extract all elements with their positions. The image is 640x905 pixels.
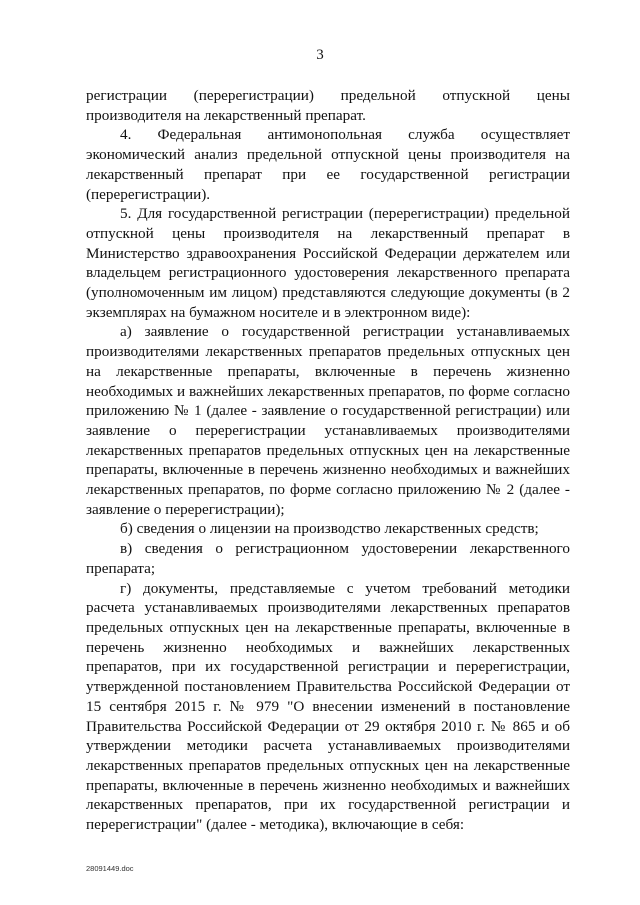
paragraph-item-5a: а) заявление о государственной регистрации устанавливаемых производителями лекарственных препаратов предельных отпускных цен на лекарственные препараты, включенные в перечень жизненно необходимых и важнейших лекарственных препаратов, по форме согласно приложению № 1 (далее - заявление о государственной регистрации) или заявление о перерегистрации устанавливаемых производителями лекарственных препаратов предельных отпускных цен на лекарственные препараты, включенные в перечень жизненно необходимых и важнейших лекарственных препаратов, по форме согласно приложению № 2 (далее - заявление о перерегистрации); bbox=[86, 323, 570, 518]
paragraph-item-5: 5. Для государственной регистрации (перерегистрации) предельной отпускной цены производителя на лекарственный препарат в Министерство здравоохранения Российской Федерации держателем или владельцем регистрационного удостоверения лекарственного препарата (уполномоченным им лицом) представляются следующие документы (в 2 экземплярах на бумажном носителе и в электронном виде): bbox=[86, 205, 570, 321]
paragraph-item-5g: г) документы, представляемые с учетом требований методики расчета устанавливаемых производителями лекарственных препаратов предельных отпускных цен на лекарственные препараты, включенные в перечень жизненно необходимых и важнейших лекарственных препаратов, при их государственной регистрации и перерегистрации, утвержденной постановлением Правительства Российской Федерации от 15 сентября 2015 г. № 979 "О внесении изменений в постановление Правительства Российской Федерации от 29 октября 2010 г. № 865 и об утверждении методики расчета устанавливаемых производителями лекарственных препаратов предельных отпускных цен на лекарственные препараты, включенные в перечень жизненно необходимых и важнейших лекарственных препаратов, при их государственной регистрации и перерегистрации" (далее - методика), включающие в себя: bbox=[86, 579, 570, 834]
page-number: 3 bbox=[316, 47, 324, 63]
paragraph-item-5v: в) сведения о регистрационном удостоверении лекарственного препарата; bbox=[86, 540, 570, 577]
document-body bbox=[86, 86, 570, 835]
paragraph-item-4: 4. Федеральная антимонопольная служба осуществляет экономический анализ предельной отпускной цены производителя на лекарственный препарат при ее государственной регистрации (перерегистрации). bbox=[86, 126, 570, 203]
paragraph-continuation: регистрации (перерегистрации) предельной отпускной цены производителя на лекарственный препарат. bbox=[86, 87, 570, 124]
paragraph-item-5b: б) сведения о лицензии на производство лекарственных средств; bbox=[120, 520, 539, 538]
file-footer: 28091449.doc bbox=[86, 864, 134, 873]
